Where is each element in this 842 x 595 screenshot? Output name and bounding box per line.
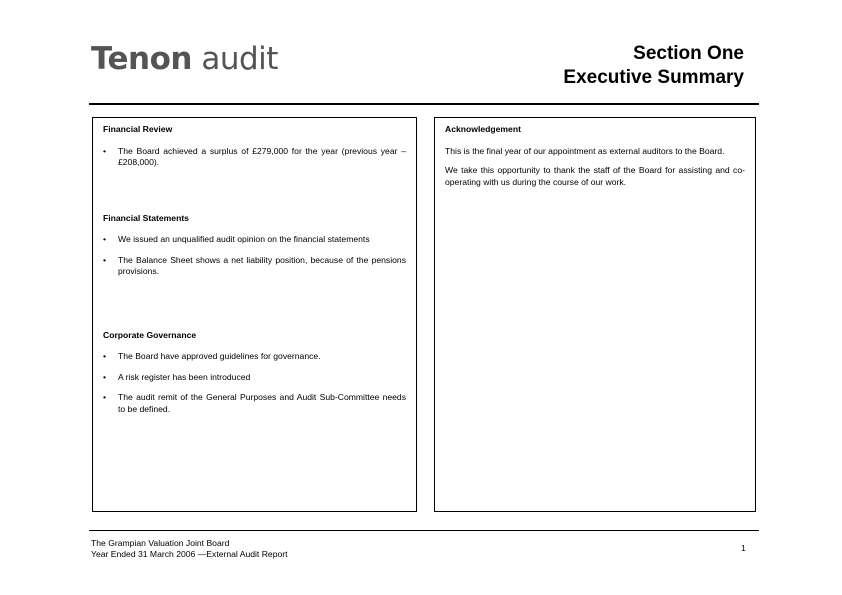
bullet-item: • A risk register has been introduced [103, 372, 406, 384]
financial-statements-heading: Financial Statements [103, 212, 189, 223]
page-number: 1 [741, 543, 746, 553]
bullet-item: • The Board achieved a surplus of £279,000 for the year (previous year –£208,000). [103, 146, 406, 169]
financial-statements-section [103, 213, 406, 278]
financial-review-heading: Financial Review [103, 124, 173, 134]
footer-report-title: Year Ended 31 March 2006 —External Audit Report [91, 549, 288, 559]
logo-text-audit: audit [192, 41, 278, 77]
acknowledgement-paragraph: We take this opportunity to thank the staff of the Board for assisting and co-operating with us during the course of our work. [445, 165, 745, 187]
header-divider [89, 103, 759, 105]
acknowledgement-paragraph: This is the final year of our appointment as external auditors to the Board. [445, 145, 725, 156]
bullet-item: • The Balance Sheet shows a net liability position, because of the pensions provisions. [103, 255, 406, 278]
acknowledgement-heading: Acknowledgement [445, 124, 521, 134]
footer-divider [89, 530, 759, 531]
section-title: Executive Summary [563, 67, 744, 88]
footer-organisation: The Grampian Valuation Joint Board [91, 538, 230, 548]
corporate-governance-heading: Corporate Governance [103, 329, 197, 340]
bullet-item: • The audit remit of the General Purposes and Audit Sub-Committee needs to be defined. [103, 392, 406, 415]
summary-left-panel [92, 117, 417, 512]
tenon-audit-logo [91, 41, 278, 77]
bullet-item: • The Board have approved guidelines for governance. [103, 351, 406, 363]
financial-review-section [103, 124, 406, 169]
summary-right-panel [434, 117, 756, 512]
section-heading [563, 42, 744, 90]
corporate-governance-list [103, 351, 406, 415]
corporate-governance-section [103, 330, 406, 416]
financial-review-list [103, 146, 406, 169]
section-number: Section One [633, 43, 744, 64]
logo-text-tenon: Tenon [91, 41, 192, 77]
footer-text [91, 538, 288, 560]
financial-statements-list [103, 234, 406, 278]
bullet-item: • We issued an unqualified audit opinion on the financial statements [103, 234, 406, 246]
